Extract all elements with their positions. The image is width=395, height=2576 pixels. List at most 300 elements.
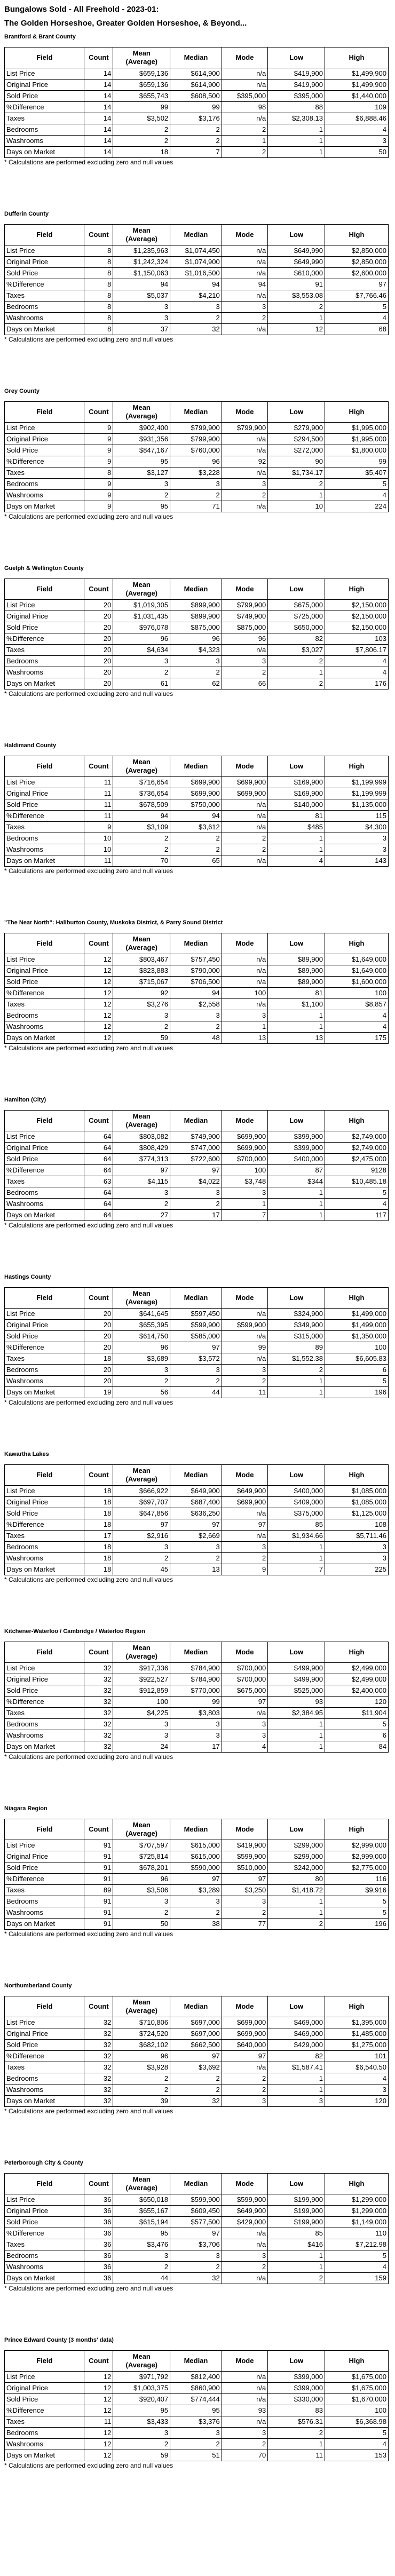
cell-mean: $615,194 (113, 2217, 170, 2228)
cell-low: $199,900 (268, 2206, 325, 2217)
cell-mode: $799,900 (222, 600, 267, 611)
cell-high: $1,675,000 (325, 2372, 388, 2383)
stats-table (4, 401, 389, 512)
cell-median: $3,572 (170, 1353, 222, 1365)
cell-count: 8 (84, 302, 113, 313)
cell-field: Taxes (5, 1885, 84, 1896)
cell-median: $615,000 (170, 1851, 222, 1862)
footnote: * Calculations are performed excluding zero and null values (4, 1222, 173, 1229)
cell-median: 62 (170, 678, 222, 689)
column-header-mode: Mode (222, 1996, 267, 2017)
cell-count: 14 (84, 102, 113, 113)
cell-mode: $640,000 (222, 2040, 267, 2051)
cell-mean: 3 (113, 479, 170, 490)
cell-mean: $1,019,305 (113, 600, 170, 611)
region-title: Dufferin County (4, 211, 49, 217)
table-row (5, 1542, 389, 1553)
cell-low: $1,552.38 (268, 1353, 325, 1365)
cell-count: 32 (84, 1741, 113, 1753)
cell-count: 64 (84, 1199, 113, 1210)
cell-median: $3,289 (170, 1885, 222, 1896)
cell-field: Original Price (5, 2206, 84, 2217)
table-row (5, 1531, 389, 1542)
table-row (5, 1187, 389, 1199)
cell-mode: n/a (222, 2383, 267, 2394)
cell-mode: $699,900 (222, 1143, 267, 1154)
cell-field: Sold Price (5, 1154, 84, 1165)
cell-high: $1,499,000 (325, 1309, 388, 1320)
cell-mode: n/a (222, 2239, 267, 2250)
cell-mean: 3 (113, 2250, 170, 2262)
footnote: * Calculations are performed excluding zero and null values (4, 1753, 173, 1761)
cell-high: 4 (325, 2073, 388, 2084)
cell-field: Washrooms (5, 667, 84, 678)
cell-mean: 2 (113, 2084, 170, 2096)
cell-mode: 2 (222, 2073, 267, 2084)
column-header-mode: Mode (222, 1465, 267, 1486)
cell-high: $1,485,000 (325, 2028, 388, 2040)
cell-field: Days on Market (5, 2273, 84, 2284)
cell-mode: 3 (222, 1730, 267, 1741)
cell-count: 32 (84, 1697, 113, 1708)
cell-count: 8 (84, 268, 113, 279)
cell-median: 99 (170, 1697, 222, 1708)
column-header-field: Field (5, 933, 84, 954)
cell-mode: 2 (222, 1376, 267, 1387)
column-header-field: Field (5, 1288, 84, 1309)
cell-median: $699,900 (170, 777, 222, 788)
cell-median: $687,400 (170, 1497, 222, 1508)
table-row (5, 302, 389, 313)
cell-field: Bedrooms (5, 1365, 84, 1376)
cell-high: 5 (325, 479, 388, 490)
cell-median: $662,500 (170, 2040, 222, 2051)
cell-low: 10 (268, 501, 325, 512)
cell-low: $344 (268, 1176, 325, 1187)
table-row (5, 1553, 389, 1564)
column-header-high: High (325, 1996, 388, 2017)
cell-median: 32 (170, 324, 222, 335)
cell-mean: $682,102 (113, 2040, 170, 2051)
cell-high: 5 (325, 2250, 388, 2262)
cell-field: Bedrooms (5, 124, 84, 136)
cell-median: $899,900 (170, 600, 222, 611)
cell-low: 2 (268, 2273, 325, 2284)
cell-low: $576.31 (268, 2416, 325, 2428)
cell-field: Washrooms (5, 1553, 84, 1564)
column-header-mean: Mean (Average) (113, 2351, 170, 2372)
cell-low: $429,000 (268, 2040, 325, 2051)
stats-table (4, 47, 389, 158)
cell-mode: n/a (222, 68, 267, 80)
cell-mode: $599,900 (222, 1320, 267, 1331)
cell-mean: 3 (113, 1719, 170, 1730)
cell-low: 4 (268, 855, 325, 867)
cell-count: 18 (84, 1553, 113, 1564)
cell-low: $725,000 (268, 611, 325, 622)
cell-median: $4,022 (170, 1176, 222, 1187)
cell-median: 97 (170, 1874, 222, 1885)
cell-count: 11 (84, 811, 113, 822)
cell-median: $799,900 (170, 423, 222, 434)
cell-mode: 3 (222, 1896, 267, 1907)
cell-mean: 95 (113, 2228, 170, 2239)
table-row (5, 2394, 389, 2405)
cell-mean: $641,645 (113, 1309, 170, 1320)
cell-median: $799,900 (170, 434, 222, 445)
cell-median: $722,600 (170, 1154, 222, 1165)
cell-count: 18 (84, 1542, 113, 1553)
cell-field: Washrooms (5, 1730, 84, 1741)
cell-count: 36 (84, 2273, 113, 2284)
region-section (4, 210, 391, 383)
column-header-mean: Mean (Average) (113, 225, 170, 245)
column-header-median: Median (170, 579, 222, 600)
cell-median: 95 (170, 2405, 222, 2416)
column-header-mode: Mode (222, 1642, 267, 1663)
cell-count: 12 (84, 2439, 113, 2450)
cell-low: $409,000 (268, 1497, 325, 1508)
cell-field: Taxes (5, 1176, 84, 1187)
cell-median: $590,000 (170, 1862, 222, 1874)
cell-high: 99 (325, 456, 388, 467)
column-header-count: Count (84, 1288, 113, 1309)
column-header-mean: Mean (Average) (113, 1288, 170, 1309)
cell-count: 64 (84, 1131, 113, 1143)
cell-low: 81 (268, 988, 325, 999)
cell-field: Taxes (5, 113, 84, 124)
cell-mode: $699,900 (222, 777, 267, 788)
cell-field: Days on Market (5, 1919, 84, 1930)
cell-mode: 2 (222, 313, 267, 324)
table-row (5, 611, 389, 622)
cell-count: 14 (84, 91, 113, 102)
column-header-mean: Mean (Average) (113, 579, 170, 600)
cell-low: 1 (268, 136, 325, 147)
column-header-low: Low (268, 2351, 325, 2372)
cell-mean: $4,225 (113, 1708, 170, 1719)
cell-low: $1,734.17 (268, 467, 325, 479)
cell-high: $5,407 (325, 467, 388, 479)
cell-mode: 3 (222, 1010, 267, 1021)
cell-mean: 70 (113, 855, 170, 867)
cell-field: List Price (5, 1486, 84, 1497)
cell-high: 108 (325, 1519, 388, 1531)
cell-low: 1 (268, 124, 325, 136)
cell-field: Taxes (5, 2239, 84, 2250)
cell-mode: 97 (222, 1874, 267, 1885)
cell-mode: n/a (222, 2062, 267, 2073)
cell-low: $416 (268, 2239, 325, 2250)
region-title: Grey County (4, 388, 40, 394)
cell-mode: n/a (222, 434, 267, 445)
cell-low: $469,000 (268, 2028, 325, 2040)
table-row (5, 324, 389, 335)
cell-field: %Difference (5, 988, 84, 999)
cell-count: 9 (84, 423, 113, 434)
table-row (5, 1154, 389, 1165)
cell-high: $8,857 (325, 999, 388, 1010)
column-header-low: Low (268, 1642, 325, 1663)
cell-mean: $655,743 (113, 91, 170, 102)
cell-mean: 2 (113, 1553, 170, 1564)
table-header-row (5, 1465, 389, 1486)
cell-field: Washrooms (5, 490, 84, 501)
cell-median: 3 (170, 479, 222, 490)
region-title: Peterborough City & County (4, 2160, 83, 2166)
cell-high: $1,299,000 (325, 2194, 388, 2206)
cell-mode: 3 (222, 1719, 267, 1730)
cell-field: Taxes (5, 2416, 84, 2428)
cell-high: 5 (325, 2428, 388, 2439)
cell-field: Bedrooms (5, 2428, 84, 2439)
column-header-mean: Mean (Average) (113, 756, 170, 777)
cell-count: 12 (84, 1021, 113, 1033)
column-header-median: Median (170, 2351, 222, 2372)
cell-median: 7 (170, 147, 222, 158)
cell-median: $4,210 (170, 290, 222, 302)
region-section (4, 2159, 391, 2332)
cell-mean: 96 (113, 1874, 170, 1885)
column-header-high: High (325, 1111, 388, 1131)
cell-field: %Difference (5, 279, 84, 290)
cell-field: Taxes (5, 1531, 84, 1542)
cell-median: $609,450 (170, 2206, 222, 2217)
cell-mean: 59 (113, 1033, 170, 1044)
cell-field: Original Price (5, 1320, 84, 1331)
cell-mode: 2 (222, 2439, 267, 2450)
cell-mean: 18 (113, 147, 170, 158)
cell-count: 9 (84, 445, 113, 456)
cell-field: Taxes (5, 1353, 84, 1365)
table-row (5, 2194, 389, 2206)
cell-field: Days on Market (5, 2096, 84, 2107)
cell-count: 11 (84, 799, 113, 811)
column-header-count: Count (84, 2174, 113, 2194)
region-title: Kitchener-Waterloo / Cambridge / Waterloo Region (4, 1628, 145, 1635)
cell-mean: $659,136 (113, 80, 170, 91)
table-row (5, 1896, 389, 1907)
cell-high: 3 (325, 2084, 388, 2096)
cell-count: 32 (84, 1730, 113, 1741)
cell-count: 36 (84, 2239, 113, 2250)
table-header-row (5, 1288, 389, 1309)
table-row (5, 147, 389, 158)
cell-mode: n/a (222, 855, 267, 867)
cell-high: $1,275,000 (325, 2040, 388, 2051)
cell-mode: n/a (222, 799, 267, 811)
cell-mode: 97 (222, 1697, 267, 1708)
column-header-count: Count (84, 933, 113, 954)
cell-low: 2 (268, 302, 325, 313)
cell-low: 1 (268, 844, 325, 855)
table-row (5, 80, 389, 91)
cell-mean: 97 (113, 1165, 170, 1176)
cell-field: Sold Price (5, 1685, 84, 1697)
cell-mode: 3 (222, 1365, 267, 1376)
cell-high: $2,400,000 (325, 1685, 388, 1697)
cell-low: 12 (268, 324, 325, 335)
cell-low: $419,900 (268, 80, 325, 91)
table-row (5, 1851, 389, 1862)
cell-low: 82 (268, 633, 325, 645)
cell-mode: n/a (222, 811, 267, 822)
column-header-field: Field (5, 1111, 84, 1131)
cell-mode: 1 (222, 136, 267, 147)
column-header-median: Median (170, 933, 222, 954)
cell-count: 12 (84, 2450, 113, 2461)
cell-mean: $3,928 (113, 2062, 170, 2073)
cell-mode: $429,000 (222, 2217, 267, 2228)
cell-count: 12 (84, 2394, 113, 2405)
cell-median: $577,500 (170, 2217, 222, 2228)
table-row (5, 268, 389, 279)
cell-count: 32 (84, 2017, 113, 2028)
cell-median: $790,000 (170, 965, 222, 977)
cell-low: $169,900 (268, 788, 325, 799)
table-header-row (5, 1996, 389, 2017)
cell-high: $6,368.98 (325, 2416, 388, 2428)
cell-median: 2 (170, 2084, 222, 2096)
cell-field: Bedrooms (5, 1896, 84, 1907)
cell-high: $2,850,000 (325, 257, 388, 268)
cell-median: 2 (170, 136, 222, 147)
cell-count: 64 (84, 1187, 113, 1199)
cell-count: 91 (84, 1840, 113, 1851)
cell-mean: $4,634 (113, 645, 170, 656)
cell-median: $699,900 (170, 788, 222, 799)
table-row (5, 1210, 389, 1221)
cell-median: 3 (170, 1896, 222, 1907)
cell-low: 82 (268, 2051, 325, 2062)
region-section (4, 33, 391, 206)
cell-mean: 3 (113, 1010, 170, 1021)
stats-table (4, 224, 389, 335)
column-header-median: Median (170, 1288, 222, 1309)
cell-mean: 3 (113, 656, 170, 667)
cell-field: %Difference (5, 1165, 84, 1176)
table-row (5, 467, 389, 479)
cell-low: $650,000 (268, 622, 325, 633)
table-row (5, 1919, 389, 1930)
cell-count: 32 (84, 2084, 113, 2096)
cell-mean: 27 (113, 1210, 170, 1221)
cell-field: Washrooms (5, 844, 84, 855)
cell-mean: $976,078 (113, 622, 170, 633)
cell-mean: $725,814 (113, 1851, 170, 1862)
cell-mean: $3,433 (113, 2416, 170, 2428)
cell-mean: $716,654 (113, 777, 170, 788)
cell-median: $2,558 (170, 999, 222, 1010)
cell-field: List Price (5, 2017, 84, 2028)
cell-mode: $699,900 (222, 1497, 267, 1508)
cell-high: $2,749,000 (325, 1131, 388, 1143)
cell-field: List Price (5, 245, 84, 257)
cell-high: $1,675,000 (325, 2383, 388, 2394)
cell-count: 36 (84, 2228, 113, 2239)
cell-count: 91 (84, 1851, 113, 1862)
cell-count: 20 (84, 622, 113, 633)
cell-field: List Price (5, 1663, 84, 1674)
cell-mode: 2 (222, 667, 267, 678)
table-header-row (5, 47, 389, 68)
table-header-row (5, 756, 389, 777)
cell-field: Sold Price (5, 1862, 84, 1874)
column-header-mode: Mode (222, 2351, 267, 2372)
table-row (5, 1519, 389, 1531)
cell-count: 18 (84, 1508, 113, 1519)
cell-low: 1 (268, 1187, 325, 1199)
cell-mode: 93 (222, 2405, 267, 2416)
cell-low: $299,000 (268, 1851, 325, 1862)
table-row (5, 645, 389, 656)
cell-low: 1 (268, 1542, 325, 1553)
cell-median: $3,692 (170, 2062, 222, 2073)
cell-field: Sold Price (5, 622, 84, 633)
cell-field: Original Price (5, 1143, 84, 1154)
cell-mode: n/a (222, 1508, 267, 1519)
cell-field: Sold Price (5, 445, 84, 456)
table-row (5, 1365, 389, 1376)
column-header-count: Count (84, 1819, 113, 1840)
table-row (5, 777, 389, 788)
cell-count: 20 (84, 1376, 113, 1387)
cell-field: Original Price (5, 2028, 84, 2040)
cell-count: 18 (84, 1353, 113, 1365)
column-header-mode: Mode (222, 402, 267, 423)
cell-median: 94 (170, 988, 222, 999)
table-row (5, 434, 389, 445)
cell-field: Days on Market (5, 1741, 84, 1753)
region-section (4, 919, 391, 1092)
document-title: Bungalows Sold - All Freehold - 2023-01: (4, 5, 159, 14)
cell-high: 153 (325, 2450, 388, 2461)
column-header-high: High (325, 756, 388, 777)
cell-median: 99 (170, 102, 222, 113)
table-header-row (5, 579, 389, 600)
column-header-low: Low (268, 225, 325, 245)
cell-field: List Price (5, 1840, 84, 1851)
cell-mode: n/a (222, 467, 267, 479)
cell-count: 91 (84, 1862, 113, 1874)
cell-mean: $715,067 (113, 977, 170, 988)
column-header-mode: Mode (222, 1288, 267, 1309)
cell-field: Original Price (5, 257, 84, 268)
cell-median: 96 (170, 456, 222, 467)
cell-count: 64 (84, 1210, 113, 1221)
cell-mode: $699,000 (222, 2017, 267, 2028)
cell-count: 11 (84, 2416, 113, 2428)
table-row (5, 2405, 389, 2416)
cell-high: $2,600,000 (325, 268, 388, 279)
table-header-row (5, 1642, 389, 1663)
table-row (5, 1376, 389, 1387)
column-header-median: Median (170, 2174, 222, 2194)
cell-mean: $922,527 (113, 1674, 170, 1685)
cell-median: 38 (170, 1919, 222, 1930)
cell-mean: $2,916 (113, 1531, 170, 1542)
cell-low: 1 (268, 2084, 325, 2096)
cell-high: 110 (325, 2228, 388, 2239)
column-header-low: Low (268, 579, 325, 600)
table-row (5, 1353, 389, 1365)
cell-low: $299,000 (268, 1840, 325, 1851)
cell-low: $395,000 (268, 91, 325, 102)
cell-field: Washrooms (5, 1907, 84, 1919)
table-row (5, 136, 389, 147)
cell-low: $2,308.13 (268, 113, 325, 124)
cell-count: 20 (84, 600, 113, 611)
